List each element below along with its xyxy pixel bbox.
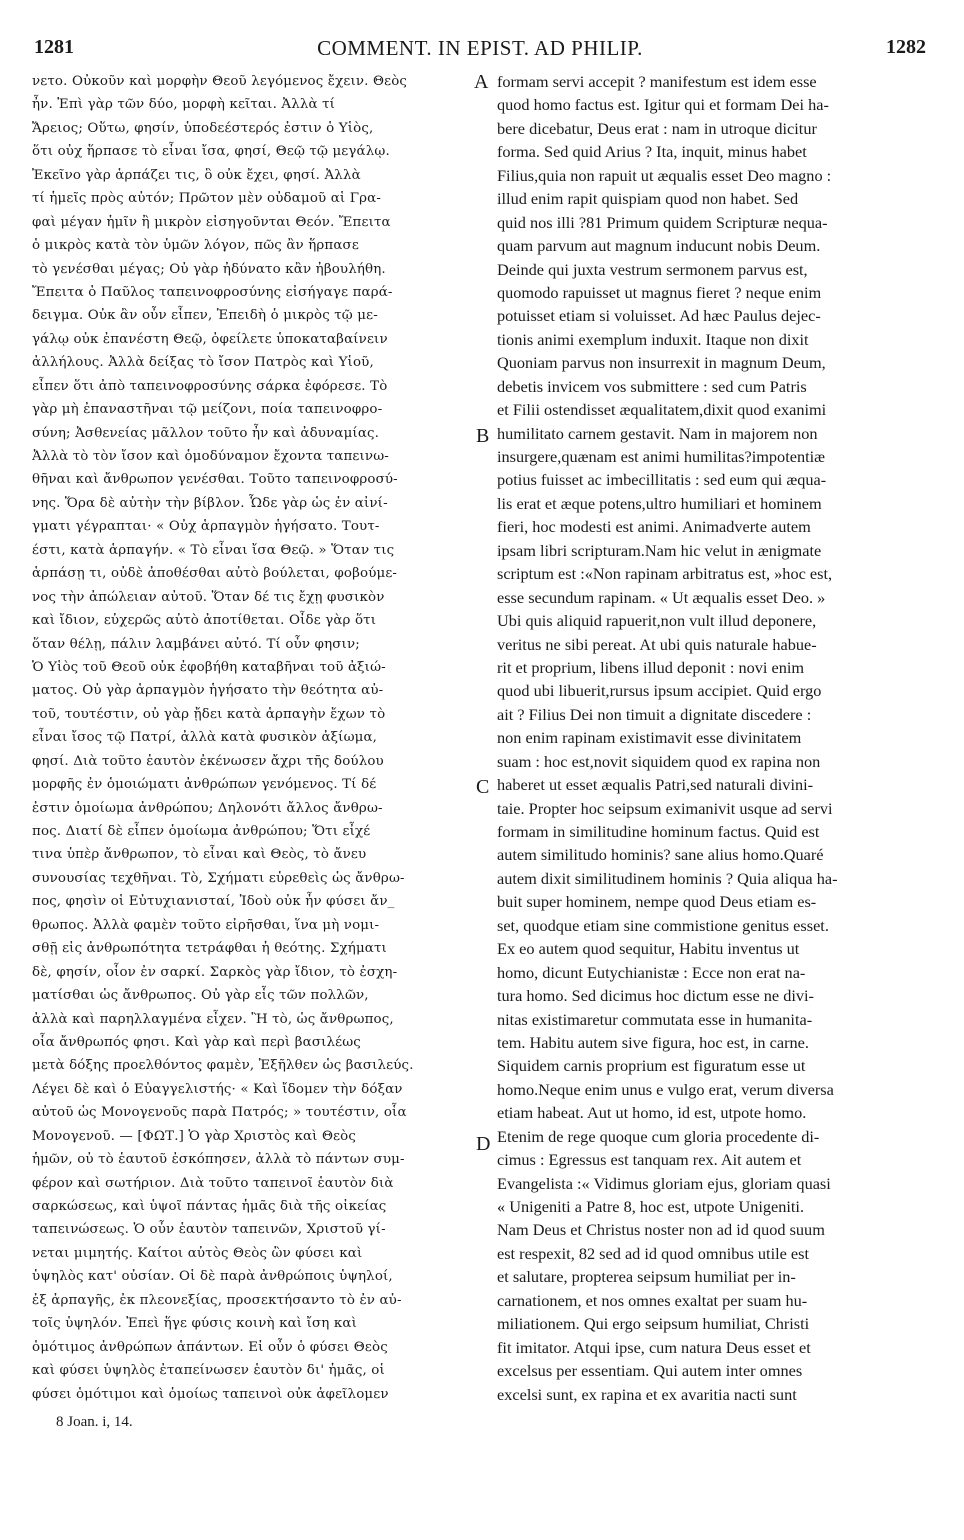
latin-text-line: rit et proprium, libens illud deponit : novi enim [497,657,805,677]
greek-text-line: τὸ γενέσθαι μέγας; Οὐ γὰρ ἠδύνατο κἂν ἠβουλήθη. [32,261,386,277]
greek-text-line: φησί. Διὰ τοῦτο ἑαυτὸν ἐκένωσεν ἄχρι τῆς δούλου [32,753,384,769]
latin-text-line: lis erat et æque potens,ultro humiliari et hominem [497,493,822,513]
latin-text-line: ipsam libri scripturam.Nam hic velut in ænigmate [497,540,822,560]
latin-text-line: veritus ne sibi pereat. At ubi quis naturale habue- [497,634,817,654]
greek-text-line: ἦν. Ἐπὶ γὰρ τῶν δύο, μορφὴ κεῖται. Ἀλλὰ τί [32,97,336,113]
latin-text-line: haberet ut esset æqualis Patri,sed naturali divini- [497,775,814,795]
latin-text-line: tem. Habitu autem sive figura, hoc est, in carne. [497,1032,809,1052]
greek-text-line: εἶπεν ὅτι ἀπὸ ταπεινοφροσύνης σάρκα ἐφόρεσε. Τὸ [32,378,388,394]
latin-text-line: illud enim rapit quispiam quod non habet. Sed [497,189,799,209]
latin-text-line: homo.Neque enim unus e vulgo erat, verum diversa [497,1079,834,1099]
greek-text-line: ἐστιν ὁμοίωμα ἀνθρώπου; Δηλονότι ἄλλος ἄνθρω- [32,800,383,816]
greek-text-line: Λέγει δὲ καὶ ὁ Εὐαγγελιστής· « Καὶ ἴδομεν τὴν δόξαν [32,1081,403,1097]
latin-text-line: esse secundum rapinam. « Ut æqualis esset Deo. » [497,587,826,607]
latin-text-line: fit imitator. Atqui ipse, cum natura Deus esset et [497,1337,811,1357]
latin-text-line: non enim rapinam existimavit esse divinitatem [497,728,802,748]
greek-text-line: πος. Διατί δὲ εἶπεν ὁμοίωμα ἀνθρώπου; Ὅτι εἶχέ [32,824,371,839]
greek-text-line: ὁμότιμος ἀνθρώπων ἁπάντων. Εἰ οὖν ὁ φύσει Θεὸς [32,1339,388,1355]
latin-text-line: formam in similitudine hominum factus. Quid est [497,822,820,841]
latin-text-line: scriptum est :«Non rapinam arbitratus est, »hoc est, [497,564,833,584]
greek-text-line: τοῦ, τουτέστιν, οὐ γὰρ ᾔδει κατὰ ἁρπαγὴν ἔχων τὸ [32,706,386,722]
greek-text-line: ὁ μικρὸς κατὰ τὸν ὑμῶν λόγον, πῶς ἂν ἥρπασε [32,238,359,254]
latin-text-line: etiam habeat. Aut ut homo, id est, utpote homo. [497,1103,807,1123]
greek-text-line: καὶ φύσει ὑψηλὸς ἐταπείνωσεν ἑαυτὸν δι' ἡμᾶς, οἱ [32,1363,385,1379]
greek-text-line: ἀλλὰ καὶ παρηλλαγμένα εἶχεν. Ἢ τὸ, ὡς ἄνθρωπος, [32,1011,394,1027]
greek-text-line: θρωπος. Ἀλλὰ φαμὲν τοῦτο εἰρῆσθαι, ἵνα μὴ νομι- [32,917,380,933]
greek-text-line: γματι γέγραπται· « Οὐχ ἁρπαγμὸν ἡγήσατο. Τουτ- [32,519,380,535]
latin-text-line: Nam Deus et Christus noster non ad id quod suum [497,1220,825,1240]
greek-text-line: μορφῆς ἐν ὁμοιώματι ἀνθρώπων γενόμενος. Τί δέ [32,777,377,793]
greek-text-line: θῆναι καὶ ἄνθρωπον γενέσθαι. Τοῦτο ταπεινοφροσύ- [32,472,398,488]
latin-text-line: Etenim de rege quoque cum gloria procedente di- [497,1126,820,1146]
latin-text-line: Deinde qui juxta vestrum sermonem parvus est, [497,259,808,279]
greek-text-line: τοῖς ὑψηλόν. Ἐπεὶ ἥγε φύσις κοινὴ καὶ ἴση καὶ [32,1316,357,1332]
greek-text-line: Ἄρειος; Οὕτω, φησίν, ὑποδεέστερός ἐστιν ὁ Υἱὸς, [32,120,374,136]
greek-text-line: ματίσθαι ὡς ἄνθρωπος. Οὐ γὰρ εἷς τῶν πολλῶν, [32,988,369,1004]
latin-text-line: et Filii ostendisset æqualitatem,dixit quod exanimi [497,400,827,420]
latin-text-line: carnationem, et nos omnes exaltat per suam hu- [497,1290,808,1310]
greek-text-line: Μονογενοῦ. — [ΦΩΤ.] Ὁ γὰρ Χριστὸς καὶ Θεὸς [32,1128,357,1144]
latin-text-line: debetis invicem vos submittere : sed cum Patris [497,376,807,396]
greek-text-line: νος τὴν ἀπώλειαν αὐτοῦ. Ὅταν δέ τις ἔχῃ φυσικὸν [32,589,385,605]
greek-text-line: νης. Ὅρα δὲ αὐτὴν τὴν βίβλον. Ὧδε γὰρ ὡς ἐν αἰνί- [32,495,388,511]
running-title: COMMENT. IN EPIST. AD PHILIP. [317,36,643,60]
greek-text-column [32,70,472,1406]
latin-text-line: taie. Propter hoc seipsum eximanivit usque ad servi [497,798,833,818]
margin-marker-c: C [476,776,490,798]
latin-text-line: Evangelista :« Vidimus gloriam ejus, gloriam quasi [497,1173,831,1193]
latin-text-line: tura homo. Sed dicimus hoc dictum esse ne divi- [497,986,814,1006]
latin-text-line: autem similitudo hominis? sane alius homo.Quaré [497,845,824,865]
greek-text-line: έστι, κατὰ ἁρπαγήν. « Τὸ εἶναι ἴσα Θεῷ. » Ὅταν τις [32,542,395,558]
greek-text-line: καὶ ἴδιον, εὐχερῶς αὐτὸ ἀποτίθεται. Οἶδε γὰρ ὅτι [32,613,377,629]
latin-text-line: bere dicebatur, Deus erat : nam in utroque dicitur [497,118,817,138]
greek-text-line: σθῇ εἰς ἀνθρωπότητα τετράφθαι ἡ θεότης. Σχήματι [32,941,387,957]
greek-text-line: γὰρ μὴ ἐπαναστῆναι τῷ μείζονι, ποία ταπεινοφρο- [32,402,383,418]
greek-text-line: φύσει ὁμότιμοι καὶ ὁμοίως ταπεινοὶ οὐκ ἀφεῖλομεν [32,1386,389,1402]
latin-text-line: humilitato carnem gestavit. Nam in majorem non [497,423,818,443]
greek-text-line: ὅτι οὐχ ἥρπασε τὸ εἶναι ἴσα, φησί, Θεῷ τῷ μεγάλῳ. [32,144,390,160]
greek-text-line: Ἐκεῖνο γὰρ ἁρπάζει τις, ὃ οὐκ ἔχει, φησί. Ἀλλὰ [32,167,361,183]
greek-text-line: νεται μιμητής. Καίτοι αὐτὸς Θεὸς ὢν φύσει καὶ [32,1245,363,1261]
latin-text-line: quod homo factus est. Igitur qui et formam Dei ha- [497,95,829,115]
greek-text-line: ματος. Οὐ γὰρ ἁρπαγμὸν ἡγήσατο τὴν θεότητα αὐ- [32,683,384,699]
footnote: 8 Joan. i, 14. [56,1414,133,1430]
latin-text-column [497,70,933,1406]
latin-text-line: excelsus per essentiam. Qui autem inter omnes [497,1361,803,1381]
greek-text-line: συνουσίας τεχθῆναι. Τὸ, Σχήματι εὑρεθεὶς ὡς ἄνθρω- [32,870,405,886]
latin-text-line: autem dixit similitudinem hominis ? Quia aliqua ha- [497,868,838,888]
page-number-left: 1281 [34,36,74,58]
greek-text-line: φέρον καὶ σωτήριον. Διὰ τοῦτο ταπεινοῖ ἑαυτὸν διὰ [32,1175,394,1191]
latin-text-line: homo, dicunt Eutychianistæ : Ecce non erat na- [497,962,806,982]
latin-text-line: Filius,quia non rapuit ut æqualis esset Deo magno : [497,165,832,185]
page-header [34,36,926,62]
greek-text-line: εἶναι ἴσος τῷ Πατρί, ἀλλὰ κατὰ φυσικὸν ἀξίωμα, [32,730,378,746]
greek-text-line: ταπεινώσεως. Ὁ οὖν ἑαυτὸν ταπεινῶν, Χριστοῦ γί- [32,1222,386,1238]
latin-text-line: quod ubi libuerit,rursus ipsum accipiet. Quid ergo [497,681,822,701]
latin-text-line: set, quodque etiam sine commistione genitus esset. [497,915,829,935]
latin-text-line: potius fuisset ac imbecillitatis : sed eum qui æqua- [497,470,827,490]
greek-text-line: Ὁ Υἱὸς τοῦ Θεοῦ οὐκ ἐφοβήθη καταβῆναι τοῦ ἀξιώ- [32,659,386,675]
greek-text-line: τινα ὑπὲρ ἄνθρωπον, τὸ εἶναι καὶ Θεὸς, τὸ ἄνευ [32,847,367,863]
latin-text-line: excelsi sunt, ex rapina et ex avaritia nacti sunt [497,1384,797,1404]
greek-text-line: ἡμῶν, οὐ τὸ ἑαυτοῦ ἐσκόπησεν, ἀλλὰ τὸ πάντων συμ- [32,1152,405,1168]
greek-text-line: γάλῳ οὐκ ἐπανέστη Θεῷ, ὀφείλετε ὑποκαταβαίνειν [32,331,388,347]
page-number-right: 1282 [886,36,926,58]
latin-text-line: tionis animi exemplum induxit. Itaque non dixit [497,329,809,349]
greek-text-line: ἐξ ἁρπαγῆς, ἐκ πλεονεξίας, προσεκτήσαντο τὸ ἐν αὐ- [32,1292,402,1308]
latin-text-line: Ex eo autem quod sequitur, Habitu inventus ut [497,939,800,959]
greek-text-line: σύνη; Ἀσθενείας μᾶλλον τοῦτο ἦν καὶ ἀδυναμίας. [32,425,380,441]
latin-text-line: fieri, hoc modesti est animi. Animadverte autem [497,517,811,537]
greek-text-line: οἷα ἄνθρωπός φησι. Καὶ γὰρ καὶ περὶ βασιλέως [32,1034,361,1050]
latin-text-line: « Unigeniti a Patre 8, hoc est, utpote Unigeniti. [497,1197,805,1216]
latin-text-line: ait ? Filius Dei non timuit a dignitate discedere : [497,704,812,724]
latin-text-line: quomodo rapuisset ut magnus fieret ? neque enim [497,282,822,302]
margin-marker-d: D [476,1133,491,1155]
greek-text-line: Ἀλλὰ τὸ τὸν ἴσον καὶ ὁμοδύναμον ἔχοντα ταπεινω- [32,449,389,464]
margin-marker-a: A [474,71,489,93]
latin-text-line: buit super hominem, nempe quod Deus etiam es- [497,892,817,912]
greek-text-line: μετὰ δόξης προελθόντος φαμὲν, Ἐξῆλθεν ὡς βασιλεύς. [32,1058,414,1074]
greek-text-line: νετο. Οὐκοῦν καὶ μορφὴν Θεοῦ λεγόμενος ἔχειν. Θεὸς [32,74,408,89]
latin-text-line: insurgere,quænam est animi humilitas?impotentiæ [497,447,825,466]
latin-text-line: Siquidem carnis proprium est figuratum esse ut [497,1056,806,1076]
latin-text-line: potuisset etiam si voluisset. Ad hæc Paulus dejec- [497,306,821,326]
greek-text-line: ἀλλήλους. Ἀλλὰ δείξας τὸ ἴσον Πατρὸς καὶ Υἱοῦ, [32,355,374,371]
greek-text-line: ὅταν θέλῃ, πάλιν λαμβάνει αὐτό. Τί οὖν φησιν; [32,636,360,652]
latin-text-line: et salutare, propterea seipsum humiliat per in- [497,1267,796,1287]
greek-text-line: Ἔπειτα ὁ Παῦλος ταπεινοφροσύνης εἰσήγαγε παρά- [32,284,393,300]
greek-text-line: ἁρπάσῃ τι, οὐδὲ ἀποθέσθαι αὐτὸ βούλεται, φοβούμε- [32,566,398,582]
latin-text-line: quid nos illi ?81 Primum quidem Scripturæ nequa- [497,212,828,232]
latin-text-line: quam parvum aut magnum inducunt nobis Deum. [497,236,821,256]
latin-text-line: nitas existimaretur commutata esse in humanita- [497,1009,813,1029]
greek-text-line: φαὶ μέγαν ἡμῖν ἢ μικρὸν εἰσηγοῦνται Θεόν. Ἔπειτα [32,214,391,230]
greek-text-line: σαρκώσεως, καὶ ὑψοῖ πάντας ἡμᾶς διὰ τῆς οἰκείας [32,1199,387,1214]
latin-text-line: cimus : Egressus est tanquam rex. Ait autem et [497,1150,802,1170]
latin-text-line: suam : hoc est,novit siquidem quod ex rapina non [497,751,821,771]
margin-marker-b: B [476,425,490,447]
latin-text-line: formam servi accepit ? manifestum est idem esse [497,72,817,91]
latin-text-line: Ubi quis aliquid rapuerit,non vult illud deponere, [497,611,817,631]
greek-text-line: πος, φησὶν οἱ Εὐτυχιανισταί, Ἰδοὺ οὐκ ἦν φύσει ἄν_ [32,894,395,910]
latin-text-line: forma. Sed quid Arius ? Ita, inquit, minus habet [497,142,807,162]
greek-text-line: δὲ, φησίν, οἷον ἐν σαρκί. Σαρκὸς γὰρ ἴδιον, τὸ ἐσχη- [32,964,398,980]
greek-text-line: αὐτοῦ ὡς Μονογενοῦς παρὰ Πατρός; » τουτέστιν, οἷα [32,1105,407,1121]
greek-text-line: ὑψηλὸς κατ' οὐσίαν. Οἱ δὲ παρὰ ἀνθρώποις ὑψηλοί, [32,1269,393,1285]
latin-text-line: est respexit, 82 sed ad id quod omnibus utile est [497,1243,810,1263]
latin-text-line: Quoniam parvus non insurrexit in magnum Deum, [497,353,826,373]
latin-text-line: miliationem. Qui ergo seipsum humiliat, Christi [497,1314,810,1334]
greek-text-line: τί ἡμεῖς πρὸς αὐτόν; Πρῶτον μὲν οὐδαμοῦ αἱ Γρα- [32,191,382,207]
greek-text-line: δειγμα. Οὐκ ἂν οὖν εἶπεν, Ἐπειδὴ ὁ μικρὸς τῷ με- [32,308,378,324]
